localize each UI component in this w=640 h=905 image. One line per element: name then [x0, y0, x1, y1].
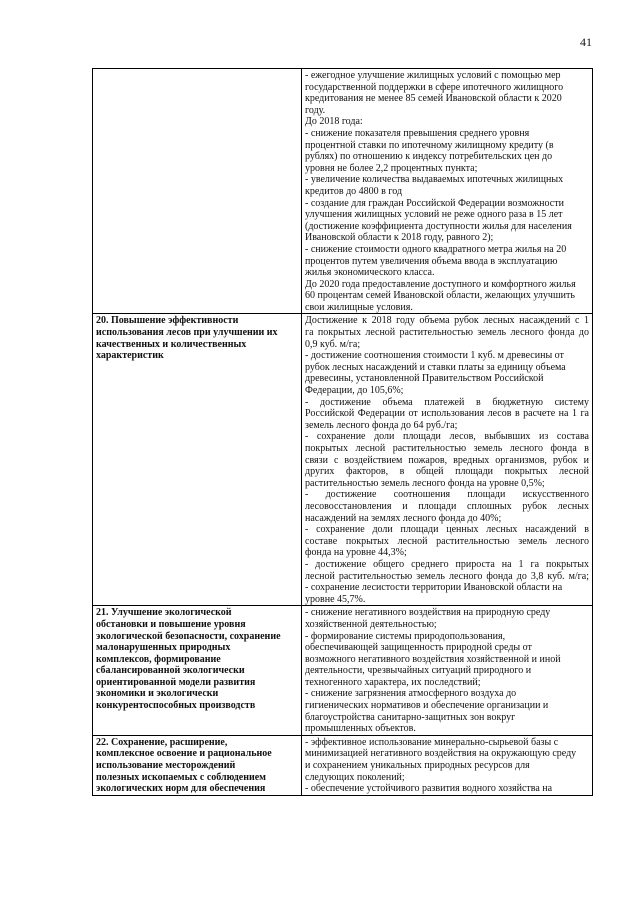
- indicator-text-line: - достижение соотношения стоимости 1 куб. м древесины от: [305, 350, 564, 362]
- goal-text-line: экологической безопасности, сохранение: [96, 630, 281, 642]
- goal-text-line: экологических норм для обеспечения: [96, 783, 266, 795]
- goal-text-line: малонарушенных природных: [96, 642, 231, 654]
- indicator-text-line: деятельности, чрезвычайных ситуаций природного и: [305, 665, 532, 677]
- table-row: [93, 606, 593, 736]
- indicator-text-line: - обеспечение устойчивого развития водного хозяйства на: [305, 783, 553, 795]
- indicator-text-line: свои жилищные условия.: [305, 301, 413, 313]
- indicator-text-line: - снижение показателя превышения среднего уровня: [305, 127, 530, 139]
- indicator-text-line: минимизацией негативного воздействия на окружающую среду: [305, 748, 577, 760]
- goal-cell: [93, 606, 302, 736]
- indicator-text-line: - увеличение количества выдаваемых ипотечных жилищных: [305, 174, 564, 186]
- indicator-text-line: государственной поддержки в сфере ипотечного жилищного: [305, 81, 564, 93]
- indicator-text-line: - ежегодное улучшение жилищных условий с помощью мер: [305, 70, 561, 81]
- indicator-text-line: лесовосстановления и площади сплошных рубок лесных: [305, 500, 589, 512]
- indicator-text-line: рублях) по отношению к индексу потребительских цен до: [305, 151, 553, 163]
- indicator-text-line: - сохранение доли площади лесов, выбывших из состава: [305, 431, 589, 443]
- indicator-text-line: (достижение коэффициента доступности жилья для населения: [305, 220, 572, 232]
- indicator-text-line: улучшения жилищных условий не реже одного раза в 15 лет: [305, 209, 563, 221]
- indicator-text-line: - снижение стоимости одного квадратного метра жилья на 20: [305, 243, 567, 255]
- indicator-cell: [302, 69, 593, 314]
- indicator-text-line: Российской Федерации от использования лесов в расчете на 1 га: [305, 408, 589, 420]
- indicator-text-line: лесной растительностью земель лесного фонда до 3,8 куб. м/га;: [305, 570, 589, 582]
- table-body: [93, 69, 593, 796]
- indicator-text-line: насаждений на землях лесного фонда до 40%;: [305, 512, 502, 524]
- goal-text-line: экономики и экологически: [96, 688, 219, 700]
- goal-text-line: использования лесов при улучшении их: [96, 327, 278, 339]
- indicator-text-line: кредитования не менее 85 семей Ивановской области к 2020: [305, 93, 562, 105]
- table-row: [93, 735, 593, 795]
- indicator-text-line: году.: [305, 104, 326, 116]
- goal-text-line: 21. Улучшение экологической: [96, 607, 232, 619]
- indicator-text-line: процентной ставки по ипотечному жилищному кредиту (в: [305, 139, 554, 151]
- indicator-text-line: растительностью земель лесного фонда на уровне 0,5%;: [305, 477, 545, 489]
- indicator-text-line: уровня не более 2,2 процентных пункта;: [305, 162, 478, 174]
- indicator-text-line: гигиенических нормативов и обеспечение организации и: [305, 700, 549, 712]
- indicator-text-line: фонда на уровне 44,3%;: [305, 547, 407, 559]
- goal-text-line: 20. Повышение эффективности: [96, 315, 239, 327]
- indicator-text-line: - сохранение лесистости территории Ивановской области на: [305, 582, 563, 594]
- indicator-text-line: процентов путем увеличения объема ввода в эксплуатацию: [305, 255, 558, 267]
- indicator-text-line: уровне 45,7%.: [305, 593, 366, 605]
- indicator-text-line: других факторов, в общей площади покрытых лесной: [305, 466, 589, 478]
- goal-text-line: качественных и количественных: [96, 338, 247, 350]
- indicator-text-line: Ивановской области к 2018 году, равного 2);: [305, 232, 494, 244]
- indicator-text-line: составе покрытых лесной растительностью земель лесного: [305, 535, 589, 547]
- goal-text-line: конкурентоспособных производств: [96, 700, 256, 712]
- indicator-text-line: обеспечивающей защищенность природной среды от: [305, 642, 532, 654]
- indicator-text-line: - сохранение доли площади ценных лесных насаждений в: [305, 524, 589, 536]
- indicator-text-line: - создание для граждан Российской Федерации возможности: [305, 197, 564, 209]
- goal-text-line: 22. Сохранение, расширение,: [96, 736, 228, 748]
- indicator-text-line: 0,9 куб. м/га;: [305, 338, 361, 350]
- goal-cell: [93, 314, 302, 606]
- indicator-text-line: жилья экономического класса.: [305, 267, 435, 279]
- goal-text-line: комплексное освоение и рациональное: [96, 748, 272, 760]
- indicator-text-line: следующих поколений;: [305, 771, 405, 783]
- indicator-text-line: - достижение объема платежей в бюджетную систему: [305, 396, 589, 408]
- indicator-text-line: Достижение к 2018 году объема рубок лесных насаждений с 1: [305, 315, 589, 327]
- indicator-text-line: хозяйственной деятельностью;: [305, 618, 437, 630]
- indicator-text-line: Федерации, до 105,6%;: [305, 385, 404, 397]
- indicator-text-line: 60 процентам семей Ивановской области, желающих улучшить: [305, 290, 575, 302]
- table-row: [93, 314, 593, 606]
- goal-cell: [93, 69, 302, 314]
- indicator-text-line: - снижение негативного воздействия на природную среду: [305, 607, 551, 619]
- indicator-text-line: благоустройства санитарно-защитных зон вокруг: [305, 711, 516, 723]
- indicator-text-line: - достижение общего среднего прироста на 1 га покрытых: [305, 558, 589, 570]
- goal-text-line: ориентированной модели развития: [96, 676, 256, 688]
- table-row: [93, 69, 593, 314]
- goal-text-line: обстановки и повышение уровня: [96, 618, 246, 630]
- goal-cell: [93, 735, 302, 795]
- indicator-text-line: техногенного характера, их последствий;: [305, 676, 481, 688]
- indicator-text-line: До 2020 года предоставление доступного и комфортного жилья: [305, 278, 576, 290]
- indicator-text-line: До 2018 года:: [305, 116, 363, 128]
- indicator-text-line: - формирование системы природопользования,: [305, 630, 506, 642]
- indicator-text-line: связи с воздействием пожаров, вредных организмов, рубок и: [305, 454, 589, 466]
- goal-text-line: использование месторождений: [96, 760, 236, 772]
- indicator-text-line: - эффективное использование минерально-сырьевой базы с: [305, 736, 559, 748]
- goal-text-line: комплексов, формирование: [96, 653, 221, 665]
- indicator-text-line: рубок лесных насаждений и ставки платы за единицу объема: [305, 361, 566, 373]
- goal-text-line: характеристик: [96, 350, 164, 362]
- page-number: 41: [580, 35, 592, 49]
- indicator-cell: [302, 606, 593, 736]
- goal-text-line: полезных ископаемых с соблюдением: [96, 771, 266, 783]
- indicator-text-line: кредитов до 4800 в год: [305, 185, 403, 197]
- strategy-goals-table: [92, 68, 593, 796]
- indicator-text-line: и сохранением уникальных природных ресурсов для: [305, 760, 530, 772]
- indicator-text-line: древесины, установленной Правительством Российской: [305, 373, 544, 385]
- indicator-cell: [302, 314, 593, 606]
- goal-text-line: сбалансированной экологически: [96, 665, 245, 677]
- indicator-text-line: промышленных объектов.: [305, 723, 416, 735]
- indicator-text-line: - снижение загрязнения атмосферного воздуха до: [305, 688, 517, 700]
- indicator-text-line: возможного негативного воздействия хозяйственной и иной: [305, 653, 561, 665]
- indicator-text-line: земель лесного фонда до 64 руб./га;: [305, 419, 458, 431]
- indicator-text-line: га покрытых лесной растительностью земель лесного фонда до: [305, 327, 589, 339]
- indicator-cell: [302, 735, 593, 795]
- indicator-text-line: - достижение соотношения площади искусственного: [305, 489, 589, 501]
- indicator-text-line: покрытых лесной растительностью земель лесного фонда в: [305, 443, 589, 454]
